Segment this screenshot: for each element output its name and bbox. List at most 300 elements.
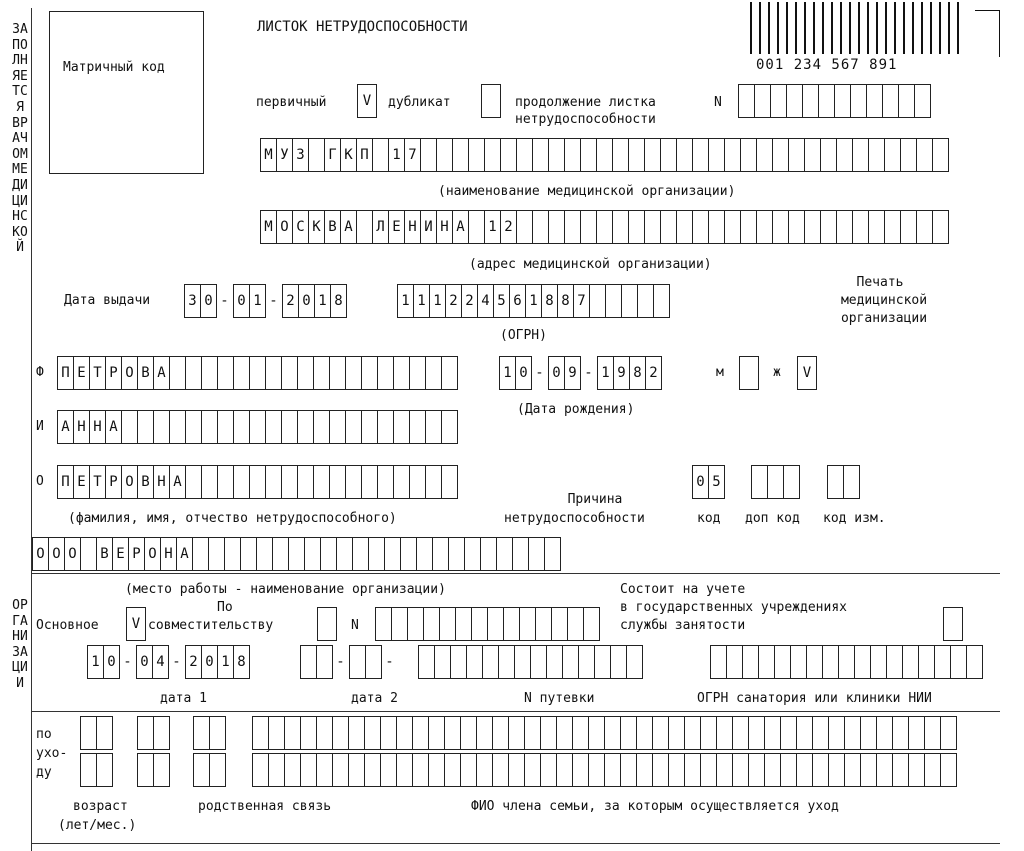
- char-cell[interactable]: [80, 716, 97, 750]
- char-cell[interactable]: [284, 716, 301, 750]
- birth-day-field[interactable]: [499, 356, 531, 390]
- char-cell[interactable]: [788, 210, 805, 244]
- char-cell[interactable]: [512, 537, 529, 571]
- char-cell[interactable]: [556, 716, 573, 750]
- char-cell[interactable]: [316, 716, 333, 750]
- char-cell[interactable]: В: [324, 210, 341, 244]
- char-cell[interactable]: [820, 210, 837, 244]
- char-cell[interactable]: [884, 210, 901, 244]
- char-cell[interactable]: 6: [509, 284, 526, 318]
- char-cell[interactable]: [716, 716, 733, 750]
- char-cell[interactable]: Т: [89, 356, 106, 390]
- char-cell[interactable]: [876, 716, 893, 750]
- char-cell[interactable]: [652, 753, 669, 787]
- char-cell[interactable]: [393, 465, 410, 499]
- care-age-1[interactable]: [80, 716, 112, 750]
- voucher-number-field[interactable]: [418, 645, 642, 679]
- char-cell[interactable]: [484, 138, 501, 172]
- char-cell[interactable]: [400, 537, 417, 571]
- char-cell[interactable]: [476, 716, 493, 750]
- char-cell[interactable]: О: [276, 210, 293, 244]
- char-cell[interactable]: [268, 753, 285, 787]
- char-cell[interactable]: [224, 537, 241, 571]
- char-cell[interactable]: 0: [548, 356, 565, 390]
- char-cell[interactable]: [950, 645, 967, 679]
- char-cell[interactable]: [368, 537, 385, 571]
- char-cell[interactable]: [660, 138, 677, 172]
- name-field[interactable]: [57, 410, 457, 444]
- char-cell[interactable]: [249, 465, 266, 499]
- char-cell[interactable]: О: [144, 537, 161, 571]
- char-cell[interactable]: [496, 537, 513, 571]
- char-cell[interactable]: [850, 84, 867, 118]
- char-cell[interactable]: [738, 84, 755, 118]
- char-cell[interactable]: [637, 284, 654, 318]
- char-cell[interactable]: П: [57, 465, 74, 499]
- char-cell[interactable]: 9: [613, 356, 630, 390]
- char-cell[interactable]: [396, 716, 413, 750]
- char-cell[interactable]: 0: [233, 284, 250, 318]
- char-cell[interactable]: 0: [201, 645, 218, 679]
- char-cell[interactable]: [868, 138, 885, 172]
- char-cell[interactable]: [288, 537, 305, 571]
- char-cell[interactable]: [628, 210, 645, 244]
- char-cell[interactable]: Т: [89, 465, 106, 499]
- char-cell[interactable]: [684, 716, 701, 750]
- char-cell[interactable]: [902, 645, 919, 679]
- char-cell[interactable]: [772, 138, 789, 172]
- char-cell[interactable]: [329, 410, 346, 444]
- char-cell[interactable]: 7: [573, 284, 590, 318]
- registered-checkbox[interactable]: [943, 607, 963, 641]
- char-cell[interactable]: [313, 356, 330, 390]
- char-cell[interactable]: [482, 645, 499, 679]
- char-cell[interactable]: [256, 537, 273, 571]
- char-cell[interactable]: [754, 84, 771, 118]
- char-cell[interactable]: [265, 410, 282, 444]
- char-cell[interactable]: [439, 607, 456, 641]
- char-cell[interactable]: [329, 465, 346, 499]
- char-cell[interactable]: 5: [708, 465, 725, 499]
- char-cell[interactable]: [806, 645, 823, 679]
- date1-day-field[interactable]: [87, 645, 119, 679]
- char-cell[interactable]: [137, 716, 154, 750]
- char-cell[interactable]: [700, 716, 717, 750]
- duplicate-checkbox[interactable]: [481, 84, 501, 118]
- char-cell[interactable]: [297, 465, 314, 499]
- char-cell[interactable]: 0: [515, 356, 532, 390]
- char-cell[interactable]: [320, 537, 337, 571]
- char-cell[interactable]: [756, 210, 773, 244]
- char-cell[interactable]: [425, 410, 442, 444]
- char-cell[interactable]: 8: [557, 284, 574, 318]
- main-job-checkbox[interactable]: V: [126, 607, 146, 641]
- char-cell[interactable]: [284, 753, 301, 787]
- char-cell[interactable]: [524, 716, 541, 750]
- char-cell[interactable]: [508, 716, 525, 750]
- issue-year-field[interactable]: [282, 284, 346, 318]
- char-cell[interactable]: М: [260, 138, 277, 172]
- char-cell[interactable]: Н: [160, 537, 177, 571]
- char-cell[interactable]: [365, 645, 382, 679]
- char-cell[interactable]: 4: [152, 645, 169, 679]
- char-cell[interactable]: [756, 138, 773, 172]
- char-cell[interactable]: [588, 753, 605, 787]
- char-cell[interactable]: [804, 138, 821, 172]
- char-cell[interactable]: [596, 210, 613, 244]
- char-cell[interactable]: [316, 753, 333, 787]
- char-cell[interactable]: [836, 210, 853, 244]
- char-cell[interactable]: [868, 210, 885, 244]
- char-cell[interactable]: [329, 356, 346, 390]
- char-cell[interactable]: [281, 410, 298, 444]
- char-cell[interactable]: [348, 716, 365, 750]
- char-cell[interactable]: [892, 716, 909, 750]
- char-cell[interactable]: [932, 138, 949, 172]
- char-cell[interactable]: [580, 210, 597, 244]
- char-cell[interactable]: И: [420, 210, 437, 244]
- char-cell[interactable]: [546, 645, 563, 679]
- char-cell[interactable]: [436, 138, 453, 172]
- char-cell[interactable]: [425, 356, 442, 390]
- char-cell[interactable]: [583, 607, 600, 641]
- char-cell[interactable]: [548, 210, 565, 244]
- char-cell[interactable]: В: [137, 465, 154, 499]
- char-cell[interactable]: [535, 607, 552, 641]
- char-cell[interactable]: [356, 210, 373, 244]
- char-cell[interactable]: 2: [282, 284, 299, 318]
- char-cell[interactable]: [519, 607, 536, 641]
- char-cell[interactable]: [500, 138, 517, 172]
- char-cell[interactable]: [596, 138, 613, 172]
- char-cell[interactable]: У: [276, 138, 293, 172]
- char-cell[interactable]: [471, 607, 488, 641]
- char-cell[interactable]: [201, 465, 218, 499]
- char-cell[interactable]: 1: [217, 645, 234, 679]
- char-cell[interactable]: [644, 138, 661, 172]
- char-cell[interactable]: Н: [89, 410, 106, 444]
- char-cell[interactable]: О: [121, 356, 138, 390]
- char-cell[interactable]: [252, 753, 269, 787]
- char-cell[interactable]: 1: [499, 356, 516, 390]
- char-cell[interactable]: 9: [564, 356, 581, 390]
- char-cell[interactable]: [153, 753, 170, 787]
- char-cell[interactable]: [767, 465, 784, 499]
- char-cell[interactable]: [934, 645, 951, 679]
- char-cell[interactable]: [375, 607, 392, 641]
- char-cell[interactable]: [380, 716, 397, 750]
- char-cell[interactable]: [780, 753, 797, 787]
- char-cell[interactable]: [476, 753, 493, 787]
- char-cell[interactable]: О: [64, 537, 81, 571]
- char-cell[interactable]: [396, 753, 413, 787]
- char-cell[interactable]: [764, 753, 781, 787]
- char-cell[interactable]: [774, 645, 791, 679]
- char-cell[interactable]: 1: [429, 284, 446, 318]
- char-cell[interactable]: [589, 284, 606, 318]
- char-cell[interactable]: [468, 138, 485, 172]
- char-cell[interactable]: [409, 465, 426, 499]
- char-cell[interactable]: [265, 465, 282, 499]
- char-cell[interactable]: [466, 645, 483, 679]
- char-cell[interactable]: [866, 84, 883, 118]
- char-cell[interactable]: А: [105, 410, 122, 444]
- char-cell[interactable]: [281, 465, 298, 499]
- char-cell[interactable]: [121, 410, 138, 444]
- care-relation-1[interactable]: [137, 716, 169, 750]
- reason-code-field[interactable]: [692, 465, 724, 499]
- char-cell[interactable]: [751, 465, 768, 499]
- char-cell[interactable]: [770, 84, 787, 118]
- char-cell[interactable]: [407, 607, 424, 641]
- char-cell[interactable]: [884, 138, 901, 172]
- char-cell[interactable]: [653, 284, 670, 318]
- char-cell[interactable]: [836, 138, 853, 172]
- char-cell[interactable]: [612, 210, 629, 244]
- char-cell[interactable]: [530, 645, 547, 679]
- part-time-number-field[interactable]: [375, 607, 599, 641]
- char-cell[interactable]: [265, 356, 282, 390]
- char-cell[interactable]: 0: [103, 645, 120, 679]
- char-cell[interactable]: Е: [112, 537, 129, 571]
- char-cell[interactable]: [668, 753, 685, 787]
- char-cell[interactable]: [626, 645, 643, 679]
- char-cell[interactable]: Р: [105, 356, 122, 390]
- char-cell[interactable]: 1: [314, 284, 331, 318]
- char-cell[interactable]: [313, 465, 330, 499]
- char-cell[interactable]: [790, 645, 807, 679]
- char-cell[interactable]: [348, 753, 365, 787]
- char-cell[interactable]: [304, 537, 321, 571]
- char-cell[interactable]: 7: [404, 138, 421, 172]
- char-cell[interactable]: [564, 138, 581, 172]
- char-cell[interactable]: [345, 356, 362, 390]
- char-cell[interactable]: В: [96, 537, 113, 571]
- char-cell[interactable]: [612, 138, 629, 172]
- char-cell[interactable]: [726, 645, 743, 679]
- char-cell[interactable]: [562, 645, 579, 679]
- char-cell[interactable]: [249, 356, 266, 390]
- char-cell[interactable]: [528, 537, 545, 571]
- char-cell[interactable]: [185, 356, 202, 390]
- char-cell[interactable]: Г: [324, 138, 341, 172]
- family-member-field-2[interactable]: [252, 753, 956, 787]
- char-cell[interactable]: [716, 753, 733, 787]
- char-cell[interactable]: [818, 84, 835, 118]
- char-cell[interactable]: [272, 537, 289, 571]
- date1-year-field[interactable]: [185, 645, 249, 679]
- char-cell[interactable]: [724, 138, 741, 172]
- char-cell[interactable]: [834, 84, 851, 118]
- char-cell[interactable]: 2: [500, 210, 517, 244]
- char-cell[interactable]: [828, 753, 845, 787]
- char-cell[interactable]: [300, 753, 317, 787]
- char-cell[interactable]: П: [356, 138, 373, 172]
- char-cell[interactable]: [412, 753, 429, 787]
- char-cell[interactable]: 4: [477, 284, 494, 318]
- char-cell[interactable]: 2: [461, 284, 478, 318]
- char-cell[interactable]: [480, 537, 497, 571]
- char-cell[interactable]: [432, 537, 449, 571]
- date1-month-field[interactable]: [136, 645, 168, 679]
- char-cell[interactable]: [852, 210, 869, 244]
- char-cell[interactable]: [209, 716, 226, 750]
- char-cell[interactable]: [524, 753, 541, 787]
- char-cell[interactable]: [372, 138, 389, 172]
- char-cell[interactable]: 8: [330, 284, 347, 318]
- ogrn-field[interactable]: [397, 284, 669, 318]
- char-cell[interactable]: [692, 138, 709, 172]
- char-cell[interactable]: [796, 716, 813, 750]
- char-cell[interactable]: [700, 753, 717, 787]
- char-cell[interactable]: [621, 284, 638, 318]
- char-cell[interactable]: А: [57, 410, 74, 444]
- char-cell[interactable]: [384, 537, 401, 571]
- char-cell[interactable]: [391, 607, 408, 641]
- char-cell[interactable]: Н: [436, 210, 453, 244]
- char-cell[interactable]: [193, 753, 210, 787]
- char-cell[interactable]: [900, 138, 917, 172]
- char-cell[interactable]: З: [292, 138, 309, 172]
- char-cell[interactable]: [233, 410, 250, 444]
- org-name-field[interactable]: [260, 138, 948, 172]
- care-relation-3[interactable]: [193, 716, 225, 750]
- char-cell[interactable]: [802, 84, 819, 118]
- char-cell[interactable]: [153, 716, 170, 750]
- change-code-field[interactable]: [827, 465, 859, 499]
- char-cell[interactable]: [240, 537, 257, 571]
- char-cell[interactable]: [281, 356, 298, 390]
- family-member-field-1[interactable]: [252, 716, 956, 750]
- char-cell[interactable]: [882, 84, 899, 118]
- char-cell[interactable]: [441, 410, 458, 444]
- char-cell[interactable]: [409, 410, 426, 444]
- char-cell[interactable]: [487, 607, 504, 641]
- char-cell[interactable]: [193, 716, 210, 750]
- char-cell[interactable]: 0: [298, 284, 315, 318]
- char-cell[interactable]: [918, 645, 935, 679]
- char-cell[interactable]: [844, 753, 861, 787]
- char-cell[interactable]: [514, 645, 531, 679]
- char-cell[interactable]: [886, 645, 903, 679]
- char-cell[interactable]: [544, 537, 561, 571]
- char-cell[interactable]: [416, 537, 433, 571]
- char-cell[interactable]: [548, 138, 565, 172]
- char-cell[interactable]: [870, 645, 887, 679]
- char-cell[interactable]: [724, 210, 741, 244]
- char-cell[interactable]: [860, 716, 877, 750]
- char-cell[interactable]: [732, 716, 749, 750]
- char-cell[interactable]: [924, 716, 941, 750]
- char-cell[interactable]: [916, 210, 933, 244]
- char-cell[interactable]: [332, 716, 349, 750]
- char-cell[interactable]: [854, 645, 871, 679]
- char-cell[interactable]: [636, 753, 653, 787]
- continuation-number-field[interactable]: [738, 84, 930, 118]
- char-cell[interactable]: [336, 537, 353, 571]
- char-cell[interactable]: Е: [73, 465, 90, 499]
- char-cell[interactable]: [448, 537, 465, 571]
- char-cell[interactable]: [345, 465, 362, 499]
- char-cell[interactable]: 8: [233, 645, 250, 679]
- char-cell[interactable]: [377, 410, 394, 444]
- char-cell[interactable]: [572, 716, 589, 750]
- char-cell[interactable]: [636, 716, 653, 750]
- char-cell[interactable]: [812, 716, 829, 750]
- char-cell[interactable]: [444, 753, 461, 787]
- char-cell[interactable]: [644, 210, 661, 244]
- char-cell[interactable]: [708, 210, 725, 244]
- char-cell[interactable]: [332, 753, 349, 787]
- char-cell[interactable]: [316, 645, 333, 679]
- char-cell[interactable]: [425, 465, 442, 499]
- char-cell[interactable]: [710, 645, 727, 679]
- char-cell[interactable]: [96, 753, 113, 787]
- char-cell[interactable]: [742, 645, 759, 679]
- char-cell[interactable]: [804, 210, 821, 244]
- primary-checkbox[interactable]: V: [357, 84, 377, 118]
- char-cell[interactable]: [423, 607, 440, 641]
- char-cell[interactable]: [420, 138, 437, 172]
- char-cell[interactable]: [249, 410, 266, 444]
- char-cell[interactable]: Н: [153, 465, 170, 499]
- char-cell[interactable]: В: [137, 356, 154, 390]
- char-cell[interactable]: [450, 645, 467, 679]
- char-cell[interactable]: [300, 645, 317, 679]
- char-cell[interactable]: [364, 753, 381, 787]
- char-cell[interactable]: [594, 645, 611, 679]
- char-cell[interactable]: [652, 716, 669, 750]
- char-cell[interactable]: [900, 210, 917, 244]
- char-cell[interactable]: [409, 356, 426, 390]
- char-cell[interactable]: Е: [73, 356, 90, 390]
- char-cell[interactable]: [201, 356, 218, 390]
- char-cell[interactable]: [908, 753, 925, 787]
- char-cell[interactable]: Л: [372, 210, 389, 244]
- char-cell[interactable]: [252, 716, 269, 750]
- birth-month-field[interactable]: [548, 356, 580, 390]
- char-cell[interactable]: [352, 537, 369, 571]
- char-cell[interactable]: [503, 607, 520, 641]
- char-cell[interactable]: [192, 537, 209, 571]
- char-cell[interactable]: [361, 465, 378, 499]
- char-cell[interactable]: [532, 138, 549, 172]
- char-cell[interactable]: [914, 84, 931, 118]
- char-cell[interactable]: [838, 645, 855, 679]
- char-cell[interactable]: [940, 716, 957, 750]
- patronymic-field[interactable]: [57, 465, 457, 499]
- char-cell[interactable]: К: [308, 210, 325, 244]
- char-cell[interactable]: 1: [525, 284, 542, 318]
- char-cell[interactable]: [572, 753, 589, 787]
- char-cell[interactable]: [540, 753, 557, 787]
- char-cell[interactable]: 0: [200, 284, 217, 318]
- char-cell[interactable]: 1: [484, 210, 501, 244]
- char-cell[interactable]: [556, 753, 573, 787]
- char-cell[interactable]: [498, 645, 515, 679]
- char-cell[interactable]: 3: [184, 284, 201, 318]
- char-cell[interactable]: [345, 410, 362, 444]
- char-cell[interactable]: [217, 410, 234, 444]
- char-cell[interactable]: [892, 753, 909, 787]
- char-cell[interactable]: [377, 356, 394, 390]
- care-relation-4[interactable]: [193, 753, 225, 787]
- char-cell[interactable]: [780, 716, 797, 750]
- char-cell[interactable]: [684, 753, 701, 787]
- char-cell[interactable]: [605, 284, 622, 318]
- char-cell[interactable]: [464, 537, 481, 571]
- char-cell[interactable]: [580, 138, 597, 172]
